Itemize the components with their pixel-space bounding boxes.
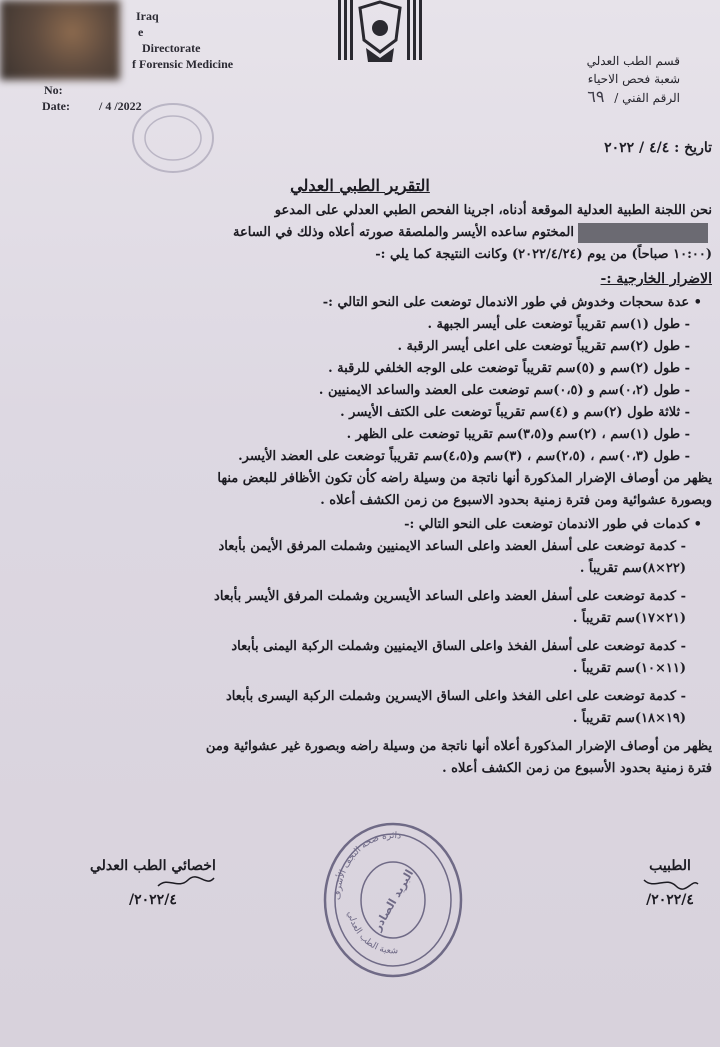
header-en-line4: f Forensic Medicine	[132, 57, 234, 71]
bruises-bullet: • كدمات في طور الاندمان توضعت على النحو التالي :-	[404, 517, 702, 532]
abrasion-item: - ثلاثة طول (٢)سم و (٤)سم تقريباً توضعت على الكتف الأيسر .	[340, 405, 690, 420]
abrasions-bullet-text: عدة سحجات وخدوش في طور الاندمال توضعت على النحو التالي :-	[322, 295, 690, 310]
header-en-line1: Iraq	[136, 9, 159, 23]
external-injuries-heading: الاضرار الخارجية :-	[600, 271, 712, 287]
report-body	[22, 200, 712, 780]
intro-line2-text: المختوم ساعده الأيسر والملصقة صورته أعلاه وذلك في الساعة	[233, 225, 574, 240]
signature-specialist-title: اخصائي الطب العدلي	[90, 858, 216, 874]
abrasion-text: طول (٠،٢)سم و (٠،٥)سم توضعت على العضد والساعد الايمنيين .	[318, 383, 681, 398]
stamp-center-text: البريد الصادر	[370, 867, 417, 934]
signature-doctor-title: الطبيب	[649, 858, 691, 874]
bruise-text: كدمة توضعت على أسفل العضد واعلى الساعد الأيسرين وشملت المرفق الأيسر بأبعاد	[214, 589, 677, 604]
abrasion-text: ثلاثة طول (٢)سم و (٤)سم تقريباً توضعت على الكتف الأيسر .	[340, 405, 681, 420]
faded-stamp-icon	[128, 98, 218, 178]
abrasion-text: طول (١)سم تقريباً توضعت على أيسر الجبهة .	[427, 317, 681, 332]
header-ar-tech-label: الرقم الفني /	[614, 91, 680, 105]
bruises-bullet-text: كدمات في طور الاندمان توضعت على النحو التالي :-	[404, 517, 690, 532]
signature-doctor-date: ٢٠٢٢/٤/	[646, 892, 694, 908]
header-date-value: / 4 /2022	[98, 99, 142, 113]
bruise-item-line2: (٢١×١٧)سم تقريباً .	[572, 611, 686, 626]
abrasion-text: طول (٠،٣)سم ، (٢،٥)سم ، (٣)سم و(٤،٥)سم تقريباً توضعت على العضد الأيسر.	[238, 449, 681, 464]
header-en-line3: Directorate	[142, 41, 201, 55]
final-conclusion-line1: يظهر من أوصاف الإضرار المذكورة أعلاه أنها ناتجة من وسيلة راضه وبصورة غير عشوائية ومن	[205, 739, 712, 754]
abrasion-text: طول (١)سم ، (٢)سم و(٣،٥)سم تقريبا توضعت على الظهر .	[346, 427, 681, 442]
signature-specialist	[90, 858, 216, 908]
intro-line1: نحن اللجنة الطبية العدلية الموقعة أدناه، اجرينا الفحص الطبي العدلي على المدعو	[274, 203, 712, 218]
header-date-label: Date:	[42, 99, 70, 113]
intro-line3: (١٠:٠٠ صباحاً) من يوم (٢٠٢٢/٤/٢٤) وكانت النتيجة كما يلي :-	[375, 247, 712, 262]
report-title: التقرير الطبي العدلي	[290, 176, 430, 195]
bruise-item-line1: - كدمة توضعت على أسفل العضد واعلى الساعد الايمنيين وشملت المرفق الأيمن بأبعاد	[218, 539, 686, 554]
signature-scribble-icon	[640, 874, 700, 892]
abrasion-item: - طول (١)سم تقريباً توضعت على أيسر الجبهة .	[427, 317, 690, 332]
header-ar-tech-value: ٦٩	[587, 87, 605, 106]
abrasion-conclusion-line2: وبصورة عشوائية ومن فترة زمنية بحدود الاسبوع من زمن الكشف أعلاه .	[320, 493, 712, 508]
bruise-text: كدمة توضعت على أسفل العضد واعلى الساعد الايمنيين وشملت المرفق الأيمن بأبعاد	[218, 539, 677, 554]
header-no-label: No:	[44, 83, 63, 97]
bruise-item-line2: (١٩×١٨)سم تقريباً .	[572, 711, 686, 726]
document-date: تاريخ : ٤/٤ / ٢٠٢٢	[604, 140, 712, 156]
bruise-item-line2: (٢٢×٨)سم تقريباً .	[579, 561, 686, 576]
bruise-text: كدمة توضعت على اعلى الفخذ واعلى الساق الايسرين وشملت الركبة اليسرى بأبعاد	[225, 689, 677, 704]
abrasion-item: - طول (٢)سم و (٥)سم تقريباً توضعت على الوجه الخلفي للرقبة .	[328, 361, 690, 376]
abrasion-item: - طول (٠،٢)سم و (٠،٥)سم توضعت على العضد والساعد الايمنيين .	[318, 383, 690, 398]
header-ar-line2: شعبة فحص الاحياء	[587, 72, 680, 86]
intro-line2	[22, 222, 712, 244]
abrasion-item: - طول (٢)سم تقريباً توضعت على اعلى أيسر الرقبة .	[397, 339, 690, 354]
abrasion-item: - طول (١)سم ، (٢)سم و(٣،٥)سم تقريبا توضعت على الظهر .	[346, 427, 690, 442]
abrasion-text: طول (٢)سم و (٥)سم تقريباً توضعت على الوجه الخلفي للرقبة .	[328, 361, 681, 376]
arabic-header	[480, 52, 680, 107]
abrasion-item: - طول (٠،٣)سم ، (٢،٥)سم ، (٣)سم و(٤،٥)سم تقريباً توضعت على العضد الأيسر.	[238, 449, 690, 464]
abrasions-bullet: • عدة سحجات وخدوش في طور الاندمال توضعت على النحو التالي :-	[322, 295, 702, 310]
signature-doctor	[640, 858, 700, 908]
bruise-item-line1: - كدمة توضعت على اعلى الفخذ واعلى الساق الايسرين وشملت الركبة اليسرى بأبعاد	[225, 689, 686, 704]
header-ar-line1: قسم الطب العدلي	[586, 54, 680, 68]
stamp-bottom-text: شعبة الطب العدلي	[344, 910, 399, 957]
official-stamp-icon	[318, 820, 468, 980]
bruise-item-line1: - كدمة توضعت على أسفل الفخذ واعلى الساق الايمنيين وشملت الركبة اليمنى بأبعاد	[231, 639, 686, 654]
bruise-item-line2: (١١×١٠)سم تقريباً .	[572, 661, 686, 676]
final-conclusion-line2: فترة زمنية بحدود الأسبوع من زمن الكشف أعلاه .	[442, 761, 712, 776]
abrasion-conclusion-line1: يظهر من أوصاف الإضرار المذكورة أنها ناتجة من وسيلة راضه كأن تكون الأظافر للبعض منها	[217, 471, 712, 486]
signature-scribble-icon	[156, 874, 216, 892]
header-ar-tech-row	[480, 88, 680, 107]
bruise-text: كدمة توضعت على أسفل الفخذ واعلى الساق الايمنيين وشملت الركبة اليمنى بأبعاد	[231, 639, 677, 654]
signature-specialist-date: ٢٠٢٢/٤/	[129, 892, 177, 908]
abrasion-text: طول (٢)سم تقريباً توضعت على اعلى أيسر الرقبة .	[397, 339, 681, 354]
iraq-emblem-icon	[330, 0, 430, 75]
redacted-name	[578, 223, 708, 243]
header-en-line2: e	[138, 25, 144, 39]
bruise-item-line1: - كدمة توضعت على أسفل العضد واعلى الساعد الأيسرين وشملت المرفق الأيسر بأبعاد	[214, 589, 686, 604]
stamp-outer-text: دائرة صحة النجف الأشرف	[332, 830, 402, 901]
